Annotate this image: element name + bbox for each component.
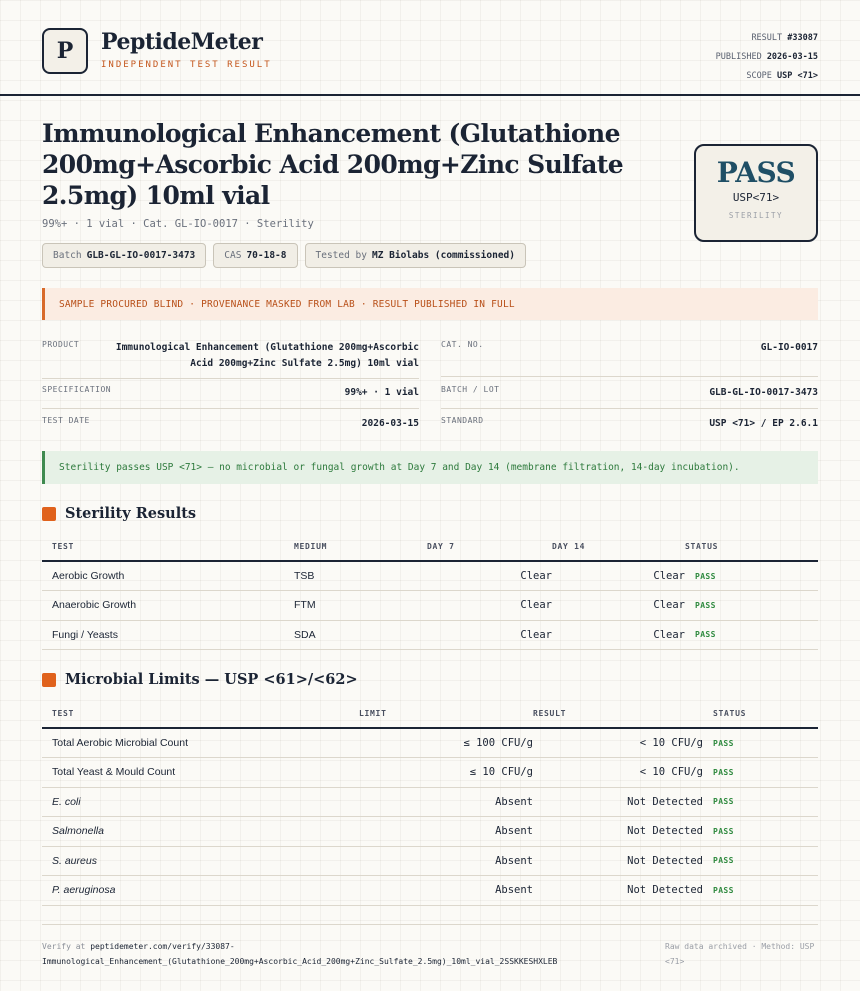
badge-kind: STERILITY [728,211,784,220]
published-line: PUBLISHED 2026-03-15 [715,52,818,62]
info-product-label: PRODUCT [42,340,80,349]
test-result: < 10 CFU/g [533,728,703,758]
status-badge: PASS [703,876,818,906]
info-date-row [42,416,419,432]
info-catno-row [441,340,818,356]
brand-tagline: INDEPENDENT TEST RESULT [101,60,272,70]
status-badge: PASS [703,728,818,758]
status-badge: PASS [685,620,818,650]
verify-prefix: Verify at [42,942,86,951]
info-batch-row [441,385,818,401]
scope-line: SCOPE USP <71> [746,71,818,81]
badge-standard: USP<71> [732,191,780,204]
verify-link-block [42,939,557,969]
test-name: Salmonella [42,817,359,847]
brand-logo[interactable]: P [42,28,88,74]
test-day14: Clear [552,620,685,650]
info-standard-value: USP <71> / EP 2.6.1 [709,418,818,429]
table-row [42,787,818,817]
product-title: Immunological Enhancement (Glutathione 200mg+Ascorbic Acid 200mg+Zinc Sulfate 2.5mg) 10ml vial [42,119,624,210]
info-standard-row [441,416,818,432]
test-day7: Clear [427,591,552,621]
test-name: Total Yeast & Mould Count [42,758,359,788]
sterility-summary-banner: Sterility passes USP <71> — no microbial or fungal growth at Day 7 and Day 14 (membrane filtration, 14-day incubation). [42,451,818,484]
microbial-section-title: Microbial Limits — USP <61>/<62> [42,671,358,688]
info-spec-value: 99%+ · 1 vial [344,387,419,398]
cas-chip: CAS 70-18-8 [213,243,297,268]
badge-verdict: PASS [716,156,796,189]
brand-name[interactable]: PeptideMeter [101,29,263,55]
info-product-value: Immunological Enhancement (Glutathione 200mg+Ascorbic Acid 200mg+Zinc Sulfate 2.5mg) 10ml vial [115,342,419,369]
col-limit: LIMIT [359,700,533,728]
col-status: STATUS [703,700,818,728]
sterility-table [42,533,818,650]
col-test: TEST [42,700,359,728]
footer-divider [42,924,818,925]
info-product-row [42,340,419,372]
test-day7: Clear [427,620,552,650]
test-name: E. coli [42,787,359,817]
divider [441,376,818,377]
col-result: RESULT [533,700,703,728]
table-row [42,620,818,650]
sterility-section-title: Sterility Results [42,505,196,522]
info-date-value: 2026-03-15 [361,418,419,429]
divider [441,408,818,409]
section-marker-icon [42,507,56,521]
product-subline: 99%+ · 1 vial · Cat. GL-IO-0017 · Sterility [42,218,314,230]
test-limit: Absent [359,876,533,906]
table-row [42,561,818,591]
info-batch-label: BATCH / LOT [441,385,500,394]
blind-sample-notice: SAMPLE PROCURED BLIND · PROVENANCE MASKED FROM LAB · RESULT PUBLISHED IN FULL [42,288,818,320]
status-badge: PASS [685,591,818,621]
test-result: Not Detected [533,846,703,876]
test-name: Fungi / Yeasts [42,620,294,650]
info-catno-label: CAT. NO. [441,340,484,349]
test-name: S. aureus [42,846,359,876]
test-result: Not Detected [533,787,703,817]
test-name: Total Aerobic Microbial Count [42,728,359,758]
test-limit: ≤ 10 CFU/g [359,758,533,788]
table-row [42,758,818,788]
table-row [42,817,818,847]
test-limit: Absent [359,817,533,847]
test-name: P. aeruginosa [42,876,359,906]
test-medium: TSB [294,561,427,591]
divider [42,378,419,379]
info-batch-value: GLB-GL-IO-0017-3473 [709,387,818,398]
info-date-label: TEST DATE [42,416,90,425]
test-result: Not Detected [533,817,703,847]
test-result: < 10 CFU/g [533,758,703,788]
info-catno-value: GL-IO-0017 [760,342,818,353]
table-header-row [42,700,818,728]
report-meta [716,29,818,86]
verify-url-part-1[interactable]: peptidemeter.com/verify/33087- [90,942,235,951]
test-day14: Clear [552,591,685,621]
info-spec-label: SPECIFICATION [42,385,112,394]
status-badge: PASS [703,787,818,817]
test-medium: SDA [294,620,427,650]
table-row [42,591,818,621]
col-day14: DAY 14 [552,533,685,561]
batch-chip: Batch GLB-GL-IO-0017-3473 [42,243,206,268]
status-badge: PASS [703,846,818,876]
info-spec-row [42,385,419,401]
archive-note: Raw data archived · Method: USP <71> [665,942,815,966]
section-marker-icon [42,673,56,687]
status-badge: PASS [703,758,818,788]
result-id-line: RESULT #33087 [751,33,818,43]
col-medium: MEDIUM [294,533,427,561]
test-limit: ≤ 100 CFU/g [359,728,533,758]
table-row [42,728,818,758]
report-header [0,0,860,96]
test-limit: Absent [359,787,533,817]
col-day7: DAY 7 [427,533,552,561]
product-chips [42,243,526,268]
microbial-table [42,700,818,906]
divider [42,408,419,409]
test-name: Aerobic Growth [42,561,294,591]
pass-badge [694,144,818,242]
col-status: STATUS [685,533,818,561]
test-limit: Absent [359,846,533,876]
table-header-row [42,533,818,561]
test-result: Not Detected [533,876,703,906]
info-standard-label: STANDARD [441,416,484,425]
verify-url-part-2[interactable]: Immunological_Enhancement_(Glutathione_200mg+Ascorbic_Acid_200mg+Zinc_Sulfate_2.5mg)_10ml_vial_2SSKKESHXLEB [42,957,558,966]
tested-by-chip: Tested by MZ Biolabs (commissioned) [305,243,526,268]
col-test: TEST [42,533,294,561]
test-name: Anaerobic Growth [42,591,294,621]
test-day14: Clear [552,561,685,591]
table-row [42,846,818,876]
table-row [42,876,818,906]
test-day7: Clear [427,561,552,591]
status-badge: PASS [703,817,818,847]
test-medium: FTM [294,591,427,621]
status-badge: PASS [685,561,818,591]
